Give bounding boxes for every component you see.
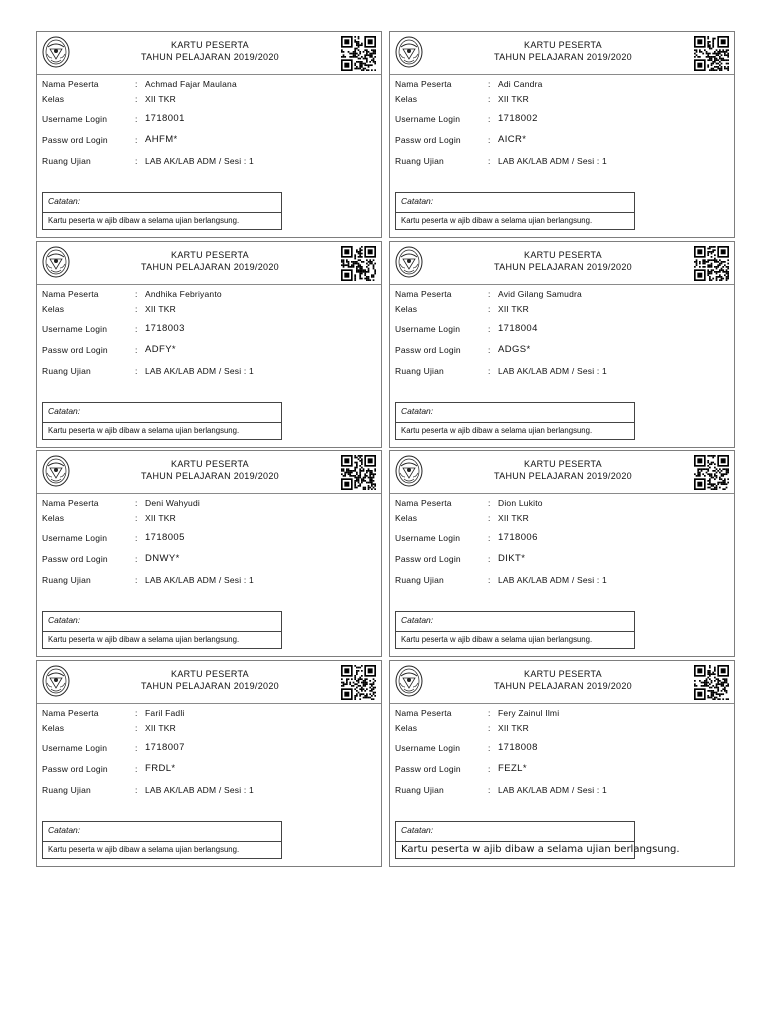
name-colon: :: [135, 498, 138, 508]
tut-wuri-handayani-logo-icon: [42, 246, 70, 278]
note-box: [395, 611, 635, 649]
note-text: Kartu peserta w ajib dibaw a selama ujian berlangsung.: [48, 216, 240, 225]
password-colon: :: [488, 135, 491, 145]
note-box: [395, 821, 680, 859]
room-colon: :: [135, 575, 138, 585]
class-value: XII TKR: [145, 304, 177, 314]
username-label: Username Login: [395, 533, 461, 543]
name-value: Fery Zainul Ilmi: [498, 708, 560, 718]
username-colon: :: [488, 743, 491, 753]
name-colon: :: [135, 289, 138, 299]
note-box: [42, 402, 282, 440]
class-label: Kelas: [42, 723, 65, 733]
username-value: 1718004: [498, 323, 538, 334]
username-value: 1718006: [498, 532, 538, 543]
password-value: AICR*: [498, 134, 527, 145]
room-value: LAB AK/LAB ADM / Sesi : 1: [498, 366, 607, 376]
password-value: ADGS*: [498, 344, 531, 355]
card-title: KARTU PESERTA: [524, 459, 602, 469]
participant-card: [36, 660, 382, 867]
class-label: Kelas: [395, 94, 418, 104]
participant-card: [36, 241, 382, 448]
username-label: Username Login: [395, 324, 461, 334]
card-header: [390, 32, 734, 75]
name-colon: :: [488, 708, 491, 718]
note-divider: [396, 631, 634, 632]
note-box: [395, 192, 635, 230]
room-value: LAB AK/LAB ADM / Sesi : 1: [498, 575, 607, 585]
tut-wuri-handayani-logo-icon: [42, 665, 70, 697]
card-sheet: [36, 31, 764, 869]
card-title: KARTU PESERTA: [171, 40, 249, 50]
room-label: Ruang Ujian: [395, 785, 444, 795]
school-year: TAHUN PELAJARAN 2019/2020: [141, 471, 279, 481]
password-label: Passw ord Login: [395, 764, 461, 774]
card-header: [37, 242, 381, 285]
password-label: Passw ord Login: [42, 135, 108, 145]
password-colon: :: [488, 554, 491, 564]
note-text: Kartu peserta w ajib dibaw a selama ujian berlangsung.: [48, 426, 240, 435]
tut-wuri-handayani-logo-icon: [395, 665, 423, 697]
username-value: 1718005: [145, 532, 185, 543]
room-label: Ruang Ujian: [42, 575, 91, 585]
qr-code-icon: [694, 36, 729, 71]
card-header: [37, 451, 381, 494]
password-label: Passw ord Login: [395, 135, 461, 145]
name-label: Nama Peserta: [395, 79, 452, 89]
room-colon: :: [135, 156, 138, 166]
qr-code-icon: [341, 246, 376, 281]
password-colon: :: [135, 764, 138, 774]
note-divider: [43, 841, 281, 842]
class-value: XII TKR: [145, 513, 177, 523]
card-header: [37, 32, 381, 75]
password-value: DNWY*: [145, 553, 180, 564]
password-colon: :: [488, 345, 491, 355]
password-value: AHFM*: [145, 134, 178, 145]
username-colon: :: [488, 533, 491, 543]
class-value: XII TKR: [498, 94, 530, 104]
password-colon: :: [488, 764, 491, 774]
class-value: XII TKR: [498, 304, 530, 314]
card-title: KARTU PESERTA: [171, 669, 249, 679]
note-divider: [396, 212, 634, 213]
card-header: [390, 451, 734, 494]
class-colon: :: [488, 304, 491, 314]
name-label: Nama Peserta: [42, 79, 99, 89]
note-divider: [43, 212, 281, 213]
name-value: Dion Lukito: [498, 498, 543, 508]
password-value: ADFY*: [145, 344, 177, 355]
participant-card: [36, 31, 382, 238]
room-label: Ruang Ujian: [42, 156, 91, 166]
note-text: Kartu peserta w ajib dibaw a selama ujian berlangsung.: [401, 635, 593, 644]
name-value: Andhika Febriyanto: [145, 289, 222, 299]
class-colon: :: [135, 94, 138, 104]
room-label: Ruang Ujian: [395, 156, 444, 166]
note-title: Catatan:: [401, 615, 434, 625]
qr-code-icon: [341, 665, 376, 700]
username-colon: :: [135, 743, 138, 753]
note-text: Kartu peserta w ajib dibaw a selama ujian berlangsung.: [401, 426, 593, 435]
room-label: Ruang Ujian: [395, 575, 444, 585]
room-value: LAB AK/LAB ADM / Sesi : 1: [498, 785, 607, 795]
qr-code-icon: [694, 665, 729, 700]
password-value: DIKT*: [498, 553, 526, 564]
username-colon: :: [135, 533, 138, 543]
username-colon: :: [488, 324, 491, 334]
card-header: [390, 242, 734, 285]
note-title: Catatan:: [48, 406, 81, 416]
class-label: Kelas: [42, 513, 65, 523]
username-value: 1718001: [145, 113, 185, 124]
username-label: Username Login: [42, 743, 108, 753]
note-box: [42, 192, 282, 230]
tut-wuri-handayani-logo-icon: [42, 455, 70, 487]
qr-code-icon: [694, 246, 729, 281]
note-text: Kartu peserta w ajib dibaw a selama ujian berlangsung.: [401, 216, 593, 225]
class-colon: :: [488, 513, 491, 523]
school-year: TAHUN PELAJARAN 2019/2020: [494, 681, 632, 691]
card-title: KARTU PESERTA: [524, 40, 602, 50]
room-value: LAB AK/LAB ADM / Sesi : 1: [145, 156, 254, 166]
room-colon: :: [488, 156, 491, 166]
note-divider: [43, 422, 281, 423]
name-label: Nama Peserta: [395, 289, 452, 299]
password-label: Passw ord Login: [42, 764, 108, 774]
note-title: Catatan:: [48, 615, 81, 625]
username-label: Username Login: [42, 324, 108, 334]
room-colon: :: [488, 366, 491, 376]
tut-wuri-handayani-logo-icon: [42, 36, 70, 68]
note-title: Catatan:: [401, 196, 434, 206]
school-year: TAHUN PELAJARAN 2019/2020: [141, 52, 279, 62]
school-year: TAHUN PELAJARAN 2019/2020: [494, 262, 632, 272]
note-text: Kartu peserta w ajib dibaw a selama ujian berlangsung.: [48, 845, 240, 854]
name-label: Nama Peserta: [42, 498, 99, 508]
username-label: Username Login: [395, 114, 461, 124]
name-label: Nama Peserta: [42, 708, 99, 718]
card-title: KARTU PESERTA: [171, 459, 249, 469]
name-label: Nama Peserta: [42, 289, 99, 299]
class-value: XII TKR: [145, 723, 177, 733]
username-colon: :: [488, 114, 491, 124]
room-label: Ruang Ujian: [395, 366, 444, 376]
note-title: Catatan:: [48, 196, 81, 206]
qr-code-icon: [341, 455, 376, 490]
tut-wuri-handayani-logo-icon: [395, 36, 423, 68]
password-value: FEZL*: [498, 763, 527, 774]
qr-code-icon: [341, 36, 376, 71]
note-title: Catatan:: [401, 825, 434, 835]
room-colon: :: [135, 785, 138, 795]
class-label: Kelas: [395, 723, 418, 733]
room-value: LAB AK/LAB ADM / Sesi : 1: [498, 156, 607, 166]
name-value: Achmad Fajar Maulana: [145, 79, 237, 89]
password-label: Passw ord Login: [395, 345, 461, 355]
participant-card: [389, 241, 735, 448]
username-value: 1718003: [145, 323, 185, 334]
room-value: LAB AK/LAB ADM / Sesi : 1: [145, 366, 254, 376]
note-box: [42, 611, 282, 649]
username-colon: :: [135, 324, 138, 334]
name-value: Faril Fadli: [145, 708, 185, 718]
school-year: TAHUN PELAJARAN 2019/2020: [141, 681, 279, 691]
name-colon: :: [135, 708, 138, 718]
participant-card: [36, 450, 382, 657]
class-value: XII TKR: [145, 94, 177, 104]
name-value: Avid Gilang Samudra: [498, 289, 582, 299]
participant-card: [389, 31, 735, 238]
card-title: KARTU PESERTA: [524, 250, 602, 260]
note-divider: [396, 422, 634, 423]
password-label: Passw ord Login: [42, 345, 108, 355]
card-title: KARTU PESERTA: [171, 250, 249, 260]
tut-wuri-handayani-logo-icon: [395, 455, 423, 487]
username-label: Username Login: [42, 533, 108, 543]
class-colon: :: [135, 304, 138, 314]
school-year: TAHUN PELAJARAN 2019/2020: [494, 471, 632, 481]
school-year: TAHUN PELAJARAN 2019/2020: [494, 52, 632, 62]
room-label: Ruang Ujian: [42, 785, 91, 795]
class-colon: :: [135, 723, 138, 733]
username-value: 1718002: [498, 113, 538, 124]
password-colon: :: [135, 554, 138, 564]
card-header: [390, 661, 734, 704]
class-label: Kelas: [395, 304, 418, 314]
name-label: Nama Peserta: [395, 708, 452, 718]
class-label: Kelas: [395, 513, 418, 523]
card-header: [37, 661, 381, 704]
class-value: XII TKR: [498, 513, 530, 523]
note-text: Kartu peserta w ajib dibaw a selama ujian berlangsung.: [48, 635, 240, 644]
room-value: LAB AK/LAB ADM / Sesi : 1: [145, 785, 254, 795]
username-colon: :: [135, 114, 138, 124]
room-value: LAB AK/LAB ADM / Sesi : 1: [145, 575, 254, 585]
note-box: [395, 402, 635, 440]
room-label: Ruang Ujian: [42, 366, 91, 376]
username-label: Username Login: [395, 743, 461, 753]
note-divider: [396, 841, 634, 842]
password-colon: :: [135, 135, 138, 145]
name-value: Deni Wahyudi: [145, 498, 200, 508]
school-year: TAHUN PELAJARAN 2019/2020: [141, 262, 279, 272]
class-colon: :: [488, 723, 491, 733]
name-colon: :: [488, 289, 491, 299]
username-label: Username Login: [42, 114, 108, 124]
password-colon: :: [135, 345, 138, 355]
note-title: Catatan:: [401, 406, 434, 416]
class-colon: :: [488, 94, 491, 104]
name-colon: :: [488, 498, 491, 508]
name-label: Nama Peserta: [395, 498, 452, 508]
password-value: FRDL*: [145, 763, 176, 774]
note-box: [42, 821, 282, 859]
password-label: Passw ord Login: [42, 554, 108, 564]
name-colon: :: [488, 79, 491, 89]
note-title: Catatan:: [48, 825, 81, 835]
class-label: Kelas: [42, 94, 65, 104]
class-value: XII TKR: [498, 723, 530, 733]
class-colon: :: [135, 513, 138, 523]
room-colon: :: [488, 575, 491, 585]
class-label: Kelas: [42, 304, 65, 314]
room-colon: :: [135, 366, 138, 376]
name-colon: :: [135, 79, 138, 89]
participant-card: [389, 660, 735, 867]
note-divider: [43, 631, 281, 632]
note-text: Kartu peserta w ajib dibaw a selama ujian berlangsung.: [401, 844, 680, 855]
username-value: 1718007: [145, 742, 185, 753]
room-colon: :: [488, 785, 491, 795]
participant-card: [389, 450, 735, 657]
username-value: 1718008: [498, 742, 538, 753]
name-value: Adi Candra: [498, 79, 543, 89]
card-title: KARTU PESERTA: [524, 669, 602, 679]
tut-wuri-handayani-logo-icon: [395, 246, 423, 278]
qr-code-icon: [694, 455, 729, 490]
password-label: Passw ord Login: [395, 554, 461, 564]
